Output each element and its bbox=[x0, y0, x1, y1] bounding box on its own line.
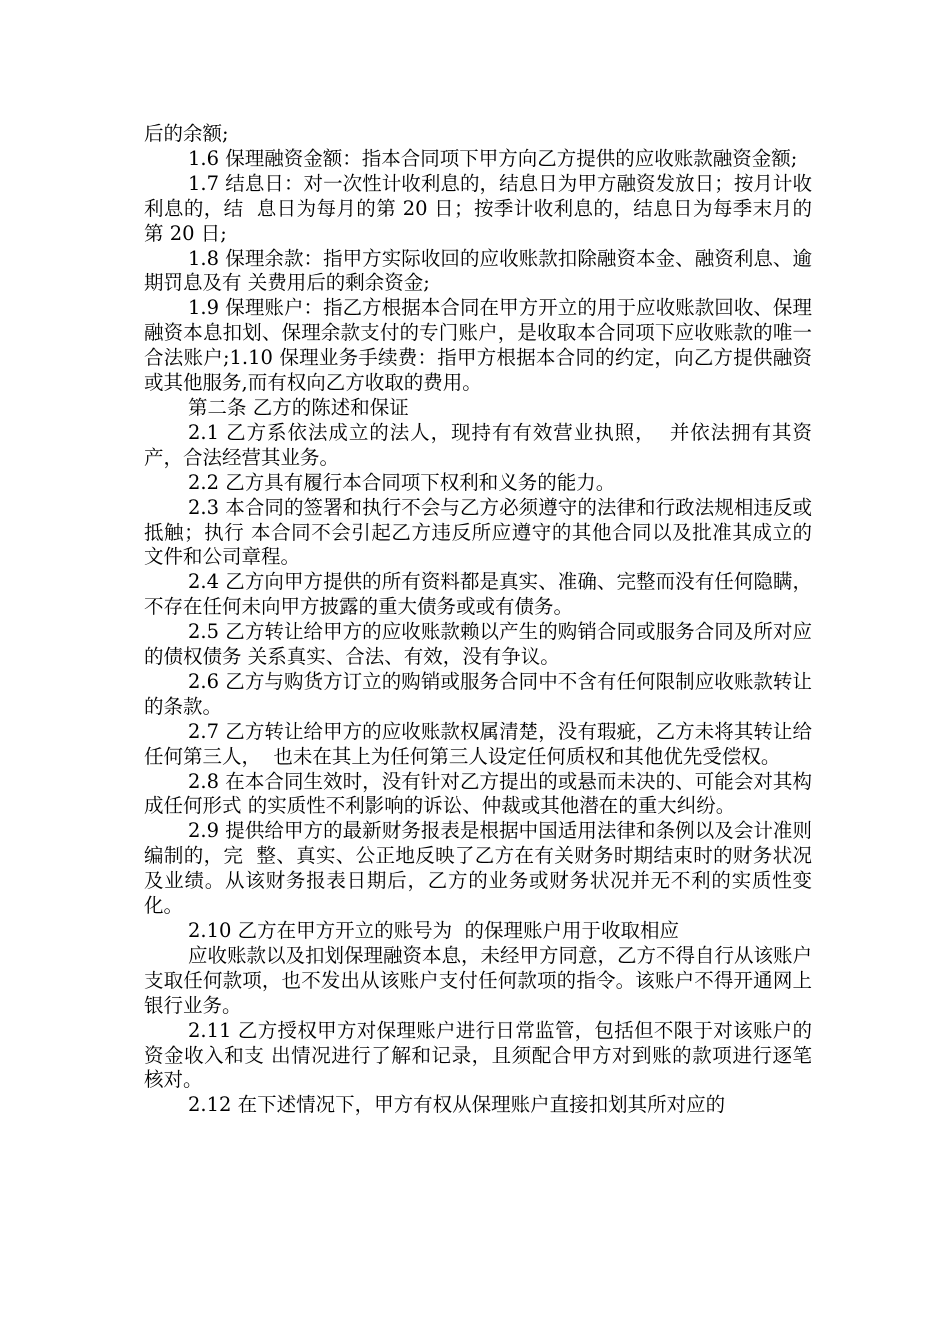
paragraph-2-1: 2.1 乙方系依法成立的法人，现持有有效营业执照， 并依法拥有其资产，合法经营其业务。 bbox=[144, 420, 812, 469]
paragraph-0: 后的余额; bbox=[144, 122, 229, 145]
paragraph-2-8: 2.8 在本合同生效时，没有针对乙方提出的或悬而未决的、可能会对其构成任何形式 的实质性不利影响的诉讼、仲裁或其他潜在的重大纠纷。 bbox=[144, 769, 812, 818]
paragraph-2-12: 2.12 在下述情况下，甲方有权从保理账户直接扣划其所对应的 bbox=[188, 1093, 726, 1117]
paragraph-1-8: 1.8 保理余款：指甲方实际收回的应收账款扣除融资本金、融资利息、逾期罚息及有 关费用后的剩余资金; bbox=[144, 246, 812, 295]
paragraph-1-6: 1.6 保理融资金额：指本合同项下甲方向乙方提供的应收账款融资金额; bbox=[188, 146, 798, 170]
paragraph-2-11: 2.11 乙方授权甲方对保理账户进行日常监管，包括但不限于对该账户的资金收入和支 出情况进行了解和记录，且须配合甲方对到账的款项进行逐笔核对。 bbox=[144, 1018, 812, 1092]
paragraph-2-10: 2.10 乙方在甲方开立的账号为 的保理账户用于收取相应 bbox=[188, 919, 680, 942]
paragraph-2-3: 2.3 本合同的签署和执行不会与乙方必须遵守的法律和行政法规相违反或抵触；执行 本合同不会引起乙方违反所应遵守的其他合同以及批准其成立的文件和公司章程。 bbox=[144, 495, 812, 569]
paragraph-2-2: 2.2 乙方具有履行本合同项下权利和义务的能力。 bbox=[188, 470, 616, 494]
paragraph-2-5: 2.5 乙方转让给甲方的应收账款赖以产生的购销合同或服务合同及所对应的债权债务 关系真实、合法、有效，没有争议。 bbox=[144, 620, 812, 669]
document-page bbox=[144, 122, 812, 1118]
paragraph-1-9: 1.9 保理账户：指乙方根据本合同在甲方开立的用于应收账款回收、保理融资本息扣划、保理余款支付的专门账户，是收取本合同项下应收账款的唯一合法账户;1.10 保理业务手续费：指甲方根据本合同的约定，向乙方提供融资或其他服务,而有权向乙方收取的费用。 bbox=[144, 296, 812, 395]
paragraph-2-10-continued: 应收账款以及扣划保理融资本息，未经甲方同意，乙方不得自行从该账户支取任何款项，也不发出从该账户支付任何款项的指令。该账户不得开通网上银行业务。 bbox=[144, 943, 813, 1017]
section-heading-article-2: 第二条 乙方的陈述和保证 bbox=[188, 395, 409, 419]
paragraph-2-6: 2.6 乙方与购货方订立的购销或服务合同中不含有任何限制应收账款转让的条款。 bbox=[144, 669, 812, 718]
paragraph-2-4: 2.4 乙方向甲方提供的所有资料都是真实、准确、完整而没有任何隐瞒，不存在任何未向甲方披露的重大债务或或有债务。 bbox=[144, 570, 812, 619]
paragraph-2-7: 2.7 乙方转让给甲方的应收账款权属清楚，没有瑕疵，乙方未将其转让给任何第三人， 也未在其上为任何第三人设定任何质权和其他优先受偿权。 bbox=[144, 719, 812, 768]
paragraph-1-7: 1.7 结息日：对一次性计收利息的，结息日为甲方融资发放日；按月计收利息的，结 息日为每月的第 20 日；按季计收利息的，结息日为每季末月的第 20 日; bbox=[144, 171, 812, 245]
paragraph-2-9: 2.9 提供给甲方的最新财务报表是根据中国适用法律和条例以及会计准则编制的，完 整、真实、公正地反映了乙方在有关财务时期结束时的财务状况及业绩。从该财务报表日期后，乙方的业务或财务状况并无不利的实质性变化。 bbox=[144, 819, 812, 918]
